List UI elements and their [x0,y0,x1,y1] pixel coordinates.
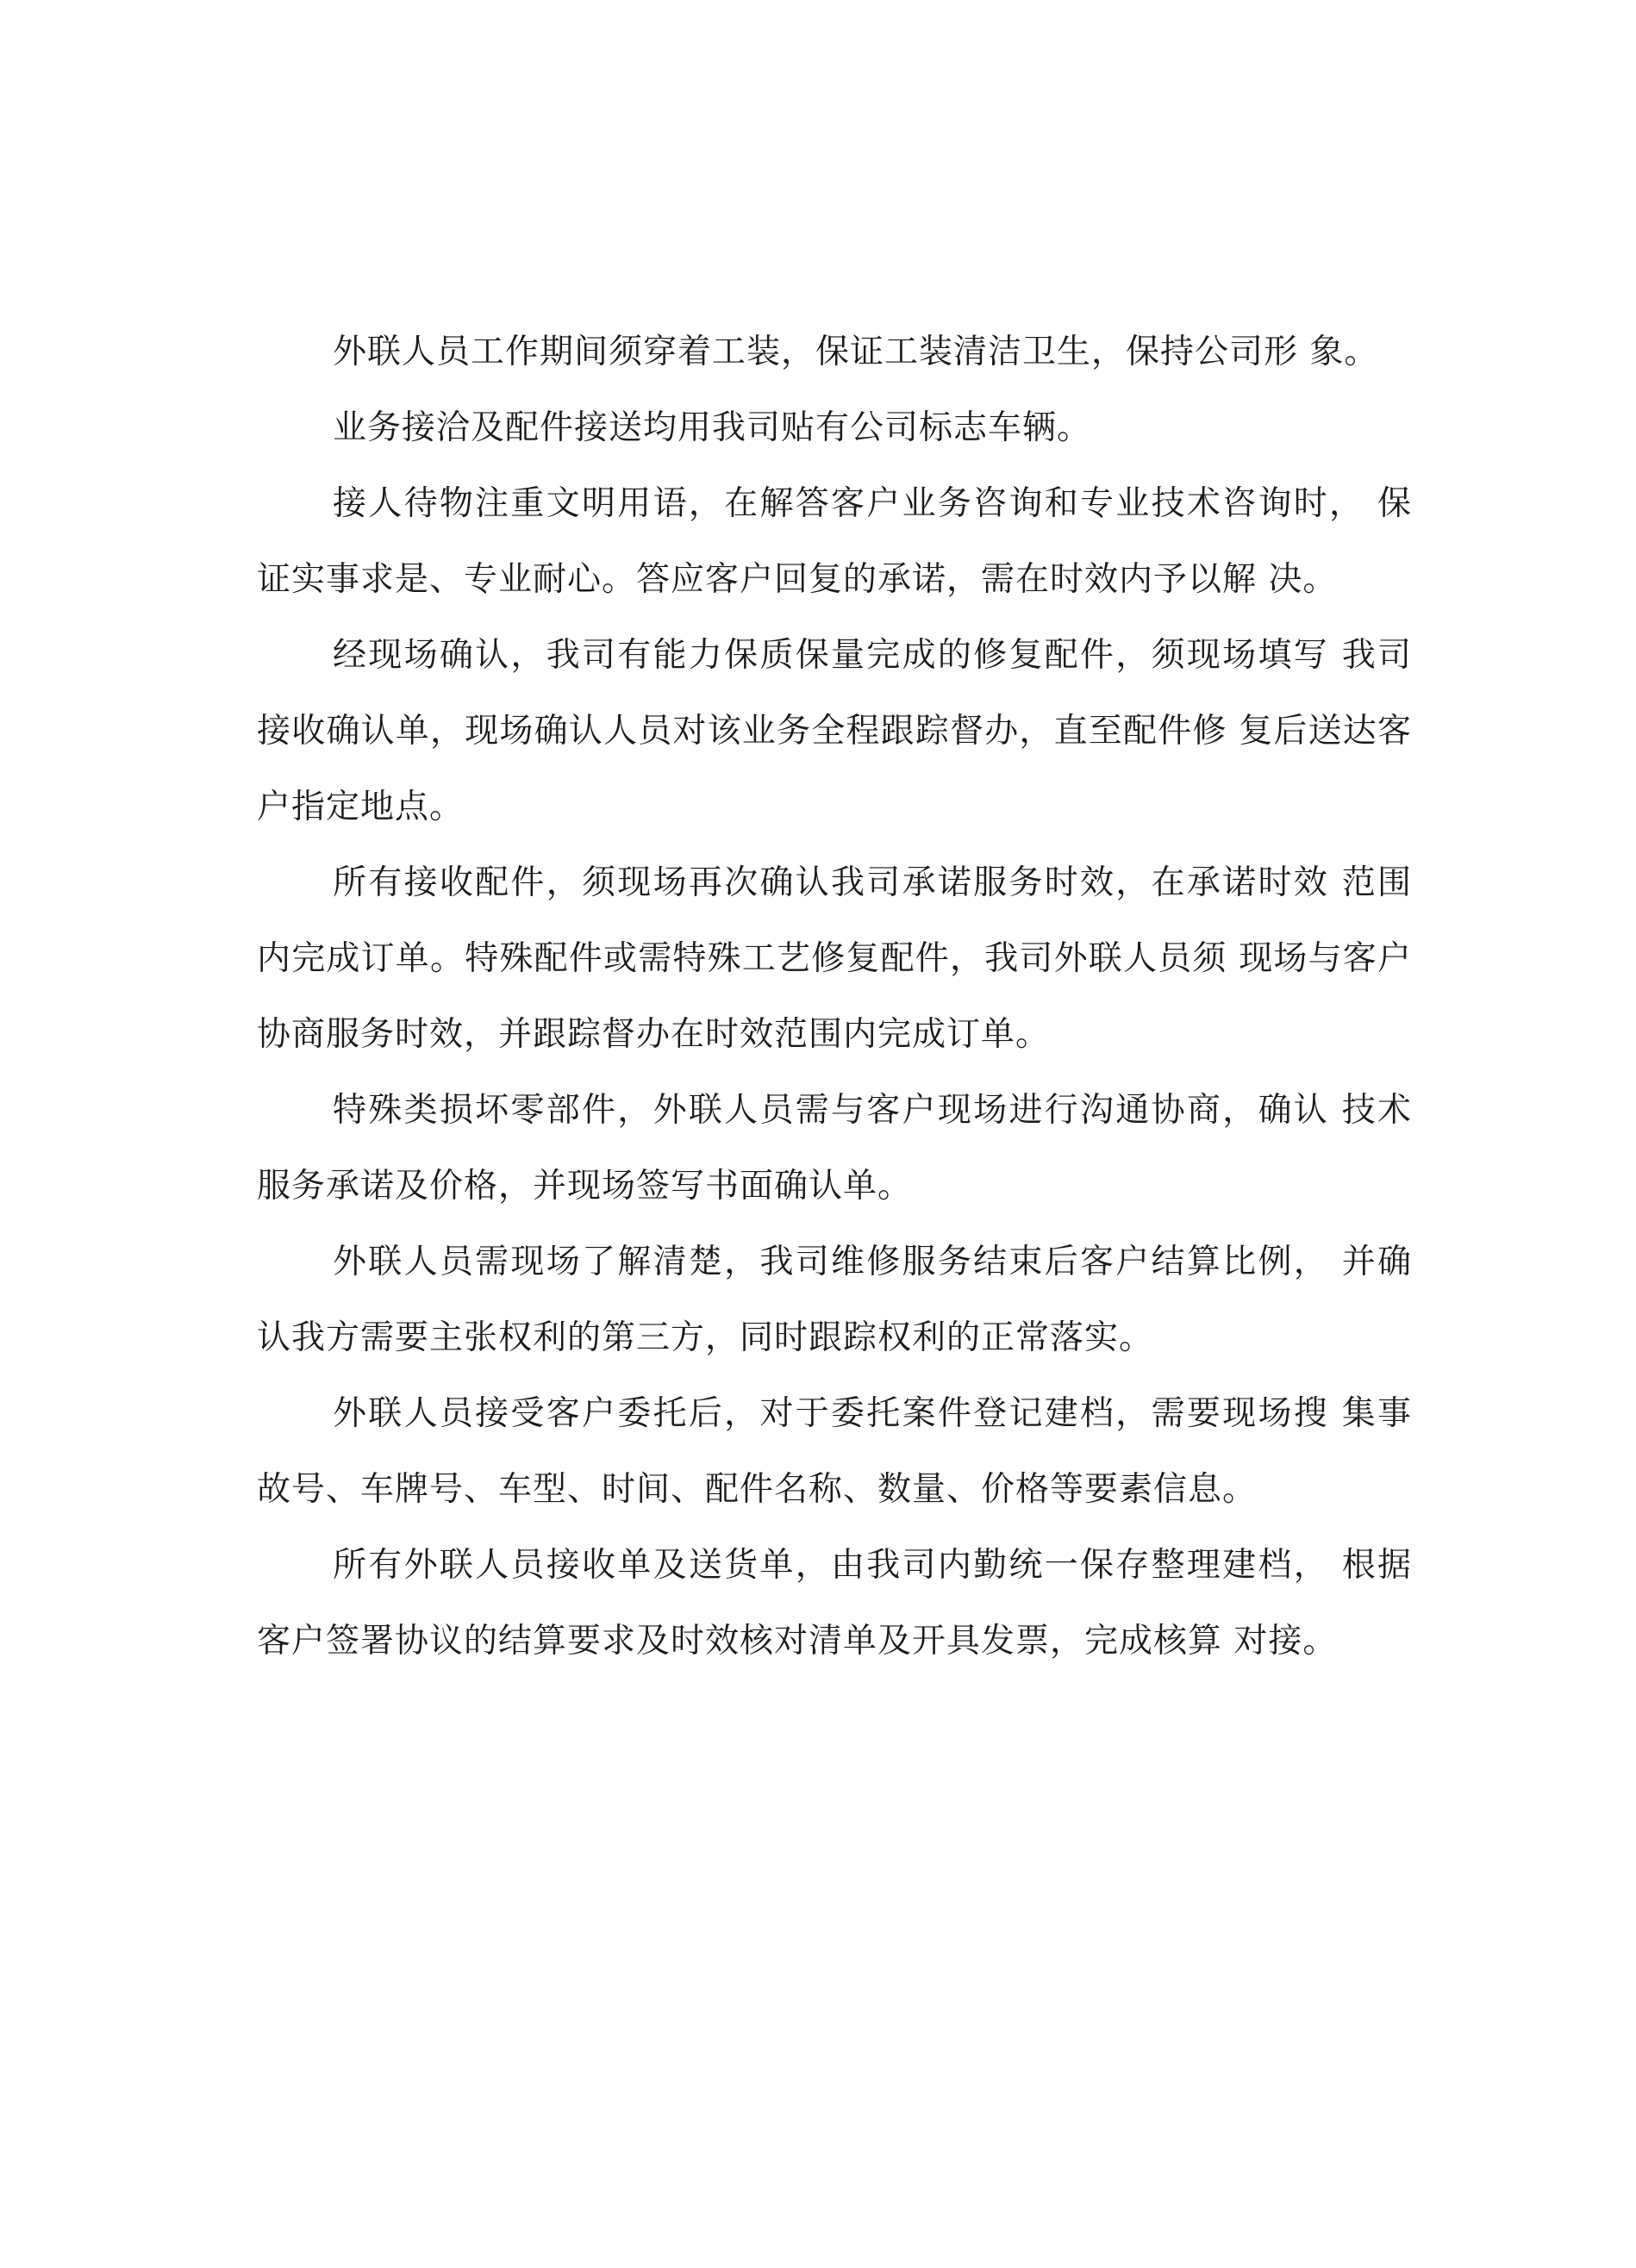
paragraph-workwear: 外联人员工作期间须穿着工装，保证工装清洁卫生，保持公司形 象。 [333,333,1379,371]
paragraph-vehicles: 业务接洽及配件接送均用我司贴有公司标志车辆。 [333,408,1092,447]
paragraph-special-parts: 特殊类损坏零部件，外联人员需与客户现场进行沟通协商，确认 技术服务承诺及价格，并现场签写书面确认单。 [257,1091,1412,1206]
paragraph-service-timeliness: 所有接收配件，须现场再次确认我司承诺服务时效，在承诺时效 范围内完成订单。特殊配件或需特殊工艺修复配件，我司外联人员须 现场与客户协商服务时效，并跟踪督办在时效范围内完成订单。 [257,863,1412,1054]
paragraph-case-filing: 外联人员接受客户委托后，对于委托案件登记建档，需要现场搜 集事故号、车牌号、车型、时间、配件名称、数量、价格等要素信息。 [257,1394,1412,1509]
paragraph-onsite-confirmation: 经现场确认，我司有能力保质保量完成的修复配件，须现场填写 我司接收确认单，现场确认人员对该业务全程跟踪督办，直至配件修 复后送达客户指定地点。 [257,636,1412,826]
paragraph-settlement: 外联人员需现场了解清楚，我司维修服务结束后客户结算比例， 并确认我方需要主张权利的第三方，同时跟踪权利的正常落实。 [257,1243,1412,1357]
paragraph-archiving: 所有外联人员接收单及送货单，由我司内勤统一保存整理建档， 根据客户签署协议的结算要求及时效核对清单及开具发票，完成核算 对接。 [257,1546,1412,1660]
paragraph-etiquette: 接人待物注重文明用语，在解答客户业务咨询和专业技术咨询时， 保证实事求是、专业耐心。答应客户回复的承诺，需在时效内予以解 决。 [257,484,1412,599]
document-body [257,315,1412,1679]
